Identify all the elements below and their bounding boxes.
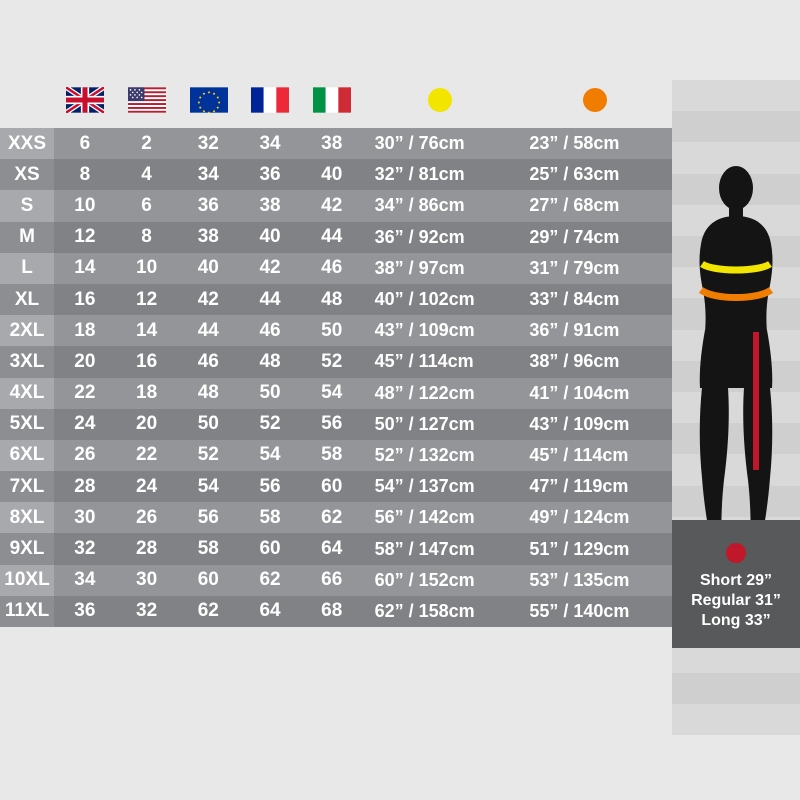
cell-waist: 49” / 124cm xyxy=(517,502,672,533)
cell-it: 68 xyxy=(301,596,363,627)
cell-bust: 45” / 114cm xyxy=(363,346,518,377)
cell-it: 48 xyxy=(301,284,363,315)
cell-us: 18 xyxy=(116,378,178,409)
cell-size: M xyxy=(0,222,54,253)
cell-bust: 43” / 109cm xyxy=(363,315,518,346)
us-flag-icon xyxy=(128,87,166,113)
length-regular-label: Regular 31” xyxy=(691,592,781,609)
cell-size: L xyxy=(0,253,54,284)
cell-bust: 30” / 76cm xyxy=(363,128,518,159)
yellow-dot-icon xyxy=(428,88,452,112)
cell-fr: 38 xyxy=(239,190,301,221)
it-flag-icon xyxy=(313,87,351,113)
chart-header-row xyxy=(0,80,672,120)
cell-it: 38 xyxy=(301,128,363,159)
cell-bust: 60” / 152cm xyxy=(363,565,518,596)
cell-bust: 50” / 127cm xyxy=(363,409,518,440)
cell-us: 6 xyxy=(116,190,178,221)
cell-waist: 38” / 96cm xyxy=(517,346,672,377)
table-row xyxy=(0,315,672,346)
cell-bust: 56” / 142cm xyxy=(363,502,518,533)
cell-bust: 36” / 92cm xyxy=(363,222,518,253)
cell-eu: 40 xyxy=(177,253,239,284)
table-row xyxy=(0,533,672,564)
cell-fr: 58 xyxy=(239,502,301,533)
cell-it: 52 xyxy=(301,346,363,377)
cell-size: XXS xyxy=(0,128,54,159)
cell-us: 28 xyxy=(116,533,178,564)
cell-fr: 56 xyxy=(239,471,301,502)
cell-eu: 34 xyxy=(177,159,239,190)
cell-uk: 30 xyxy=(54,502,116,533)
table-row xyxy=(0,502,672,533)
length-short-label: Short 29” xyxy=(699,572,772,589)
cell-us: 8 xyxy=(116,222,178,253)
cell-eu: 48 xyxy=(177,378,239,409)
cell-waist: 51” / 129cm xyxy=(517,533,672,564)
table-row xyxy=(0,284,672,315)
cell-eu: 62 xyxy=(177,596,239,627)
cell-uk: 32 xyxy=(54,533,116,564)
cell-waist: 25” / 63cm xyxy=(517,159,672,190)
cell-waist: 27” / 68cm xyxy=(517,190,672,221)
cell-fr: 40 xyxy=(239,222,301,253)
cell-fr: 64 xyxy=(239,596,301,627)
cell-it: 50 xyxy=(301,315,363,346)
cell-size: 3XL xyxy=(0,346,54,377)
cell-size: 2XL xyxy=(0,315,54,346)
orange-dot-icon xyxy=(583,88,607,112)
cell-size: 10XL xyxy=(0,565,54,596)
cell-bust: 52” / 132cm xyxy=(363,440,518,471)
cell-us: 10 xyxy=(116,253,178,284)
cell-it: 42 xyxy=(301,190,363,221)
cell-us: 4 xyxy=(116,159,178,190)
cell-uk: 8 xyxy=(54,159,116,190)
cell-waist: 45” / 114cm xyxy=(517,440,672,471)
red-dot-icon xyxy=(726,543,746,563)
cell-eu: 60 xyxy=(177,565,239,596)
uk-flag-icon xyxy=(66,87,104,113)
cell-waist: 23” / 58cm xyxy=(517,128,672,159)
cell-fr: 54 xyxy=(239,440,301,471)
cell-us: 32 xyxy=(116,596,178,627)
cell-waist: 31” / 79cm xyxy=(517,253,672,284)
cell-bust: 40” / 102cm xyxy=(363,284,518,315)
header-fr-cell xyxy=(239,80,301,120)
cell-waist: 29” / 74cm xyxy=(517,222,672,253)
table-row xyxy=(0,596,672,627)
chart-body xyxy=(0,128,672,627)
cell-uk: 10 xyxy=(54,190,116,221)
cell-eu: 32 xyxy=(177,128,239,159)
cell-us: 20 xyxy=(116,409,178,440)
cell-fr: 36 xyxy=(239,159,301,190)
cell-fr: 48 xyxy=(239,346,301,377)
cell-fr: 52 xyxy=(239,409,301,440)
cell-waist: 53” / 135cm xyxy=(517,565,672,596)
cell-fr: 60 xyxy=(239,533,301,564)
cell-size: S xyxy=(0,190,54,221)
cell-size: 5XL xyxy=(0,409,54,440)
cell-uk: 34 xyxy=(54,565,116,596)
cell-waist: 36” / 91cm xyxy=(517,315,672,346)
cell-us: 24 xyxy=(116,471,178,502)
table-row xyxy=(0,471,672,502)
cell-it: 44 xyxy=(301,222,363,253)
cell-uk: 28 xyxy=(54,471,116,502)
cell-it: 66 xyxy=(301,565,363,596)
cell-us: 2 xyxy=(116,128,178,159)
cell-bust: 34” / 86cm xyxy=(363,190,518,221)
cell-eu: 42 xyxy=(177,284,239,315)
table-row xyxy=(0,346,672,377)
cell-eu: 56 xyxy=(177,502,239,533)
cell-fr: 44 xyxy=(239,284,301,315)
cell-it: 58 xyxy=(301,440,363,471)
cell-size: 8XL xyxy=(0,502,54,533)
cell-bust: 48” / 122cm xyxy=(363,378,518,409)
cell-fr: 46 xyxy=(239,315,301,346)
cell-waist: 55” / 140cm xyxy=(517,596,672,627)
cell-eu: 58 xyxy=(177,533,239,564)
table-row xyxy=(0,190,672,221)
fr-flag-icon xyxy=(251,87,289,113)
cell-fr: 34 xyxy=(239,128,301,159)
table-row xyxy=(0,440,672,471)
cell-uk: 18 xyxy=(54,315,116,346)
cell-size: XL xyxy=(0,284,54,315)
cell-waist: 43” / 109cm xyxy=(517,409,672,440)
cell-it: 56 xyxy=(301,409,363,440)
cell-fr: 50 xyxy=(239,378,301,409)
header-it-cell xyxy=(301,80,363,120)
cell-bust: 54” / 137cm xyxy=(363,471,518,502)
cell-us: 30 xyxy=(116,565,178,596)
cell-uk: 6 xyxy=(54,128,116,159)
header-size-cell xyxy=(0,80,54,120)
length-legend-box xyxy=(672,520,800,648)
cell-uk: 12 xyxy=(54,222,116,253)
table-row xyxy=(0,409,672,440)
cell-waist: 41” / 104cm xyxy=(517,378,672,409)
table-row xyxy=(0,159,672,190)
cell-fr: 62 xyxy=(239,565,301,596)
table-row xyxy=(0,128,672,159)
cell-it: 46 xyxy=(301,253,363,284)
cell-uk: 16 xyxy=(54,284,116,315)
cell-bust: 58” / 147cm xyxy=(363,533,518,564)
header-uk-cell xyxy=(54,80,116,120)
cell-eu: 44 xyxy=(177,315,239,346)
eu-flag-icon xyxy=(190,87,228,113)
cell-eu: 38 xyxy=(177,222,239,253)
cell-waist: 33” / 84cm xyxy=(517,284,672,315)
header-waist-cell xyxy=(518,80,672,120)
cell-uk: 26 xyxy=(54,440,116,471)
table-row xyxy=(0,253,672,284)
header-bust-cell xyxy=(363,80,517,120)
cell-us: 22 xyxy=(116,440,178,471)
cell-waist: 47” / 119cm xyxy=(517,471,672,502)
cell-us: 14 xyxy=(116,315,178,346)
cell-size: XS xyxy=(0,159,54,190)
header-us-cell xyxy=(116,80,178,120)
cell-uk: 14 xyxy=(54,253,116,284)
cell-size: 7XL xyxy=(0,471,54,502)
cell-us: 12 xyxy=(116,284,178,315)
table-row xyxy=(0,565,672,596)
cell-eu: 50 xyxy=(177,409,239,440)
cell-fr: 42 xyxy=(239,253,301,284)
cell-size: 6XL xyxy=(0,440,54,471)
cell-bust: 32” / 81cm xyxy=(363,159,518,190)
cell-it: 64 xyxy=(301,533,363,564)
table-row xyxy=(0,222,672,253)
cell-size: 9XL xyxy=(0,533,54,564)
cell-bust: 62” / 158cm xyxy=(363,596,518,627)
length-long-label: Long 33” xyxy=(701,612,771,629)
cell-uk: 22 xyxy=(54,378,116,409)
cell-it: 60 xyxy=(301,471,363,502)
cell-size: 11XL xyxy=(0,596,54,627)
cell-it: 40 xyxy=(301,159,363,190)
cell-eu: 52 xyxy=(177,440,239,471)
cell-uk: 24 xyxy=(54,409,116,440)
cell-uk: 20 xyxy=(54,346,116,377)
header-eu-cell xyxy=(178,80,240,120)
cell-eu: 54 xyxy=(177,471,239,502)
cell-it: 54 xyxy=(301,378,363,409)
cell-us: 26 xyxy=(116,502,178,533)
cell-bust: 38” / 97cm xyxy=(363,253,518,284)
cell-uk: 36 xyxy=(54,596,116,627)
cell-eu: 36 xyxy=(177,190,239,221)
cell-size: 4XL xyxy=(0,378,54,409)
cell-it: 62 xyxy=(301,502,363,533)
cell-eu: 46 xyxy=(177,346,239,377)
table-row xyxy=(0,378,672,409)
cell-us: 16 xyxy=(116,346,178,377)
